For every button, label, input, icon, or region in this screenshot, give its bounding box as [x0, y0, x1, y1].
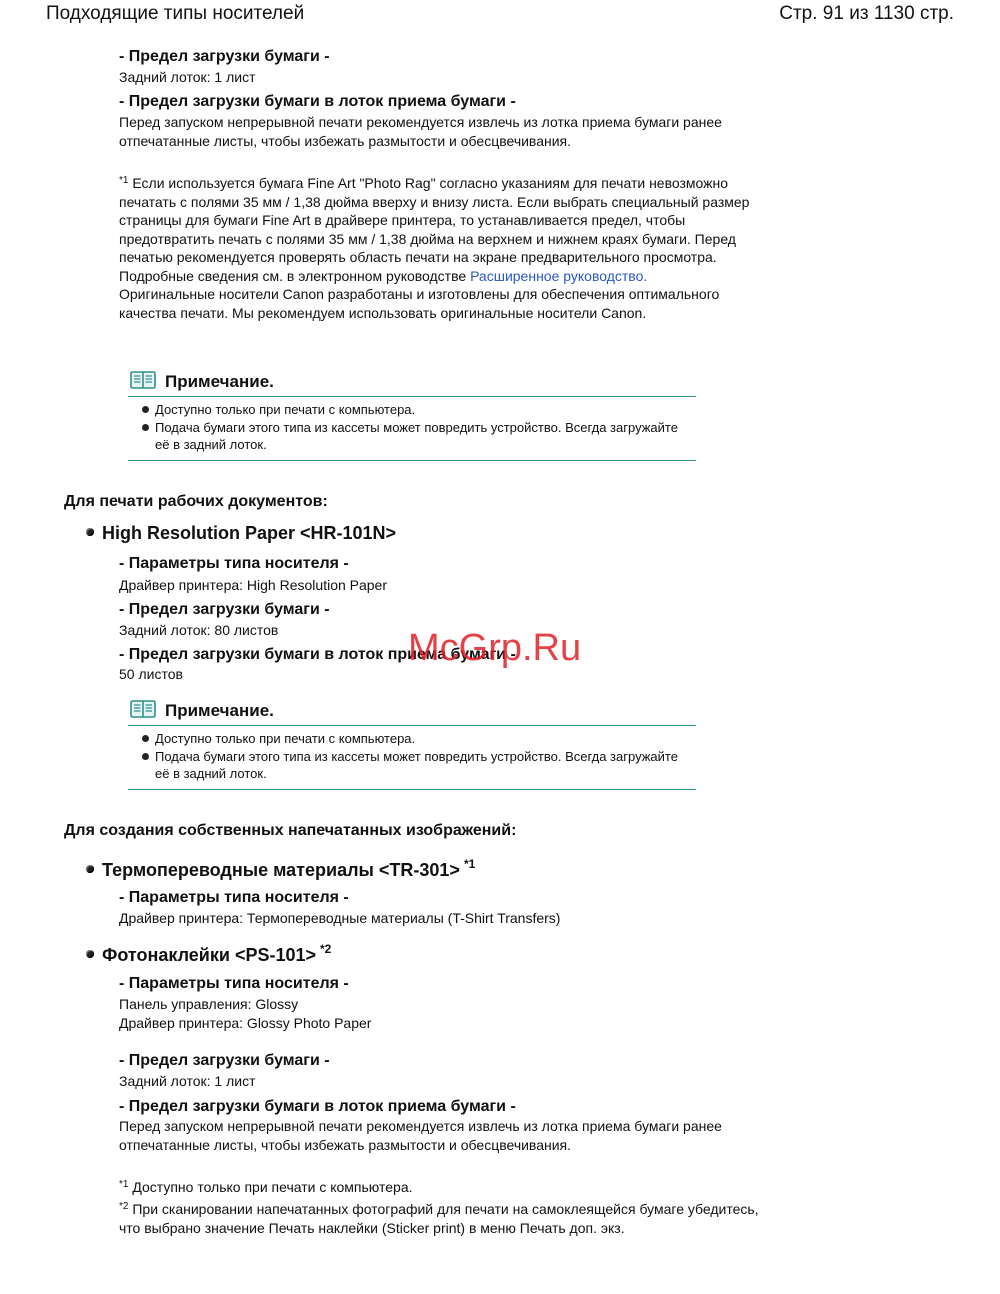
- manual-ref-suffix: .: [643, 267, 648, 284]
- footnote-1-paragraph: [119, 172, 759, 322]
- canon-media-text: Оригинальные носители Canon разработаны и изготовлены для обеспечения оптимального качества печати. Мы рекомендуем использовать оригинальные носители Canon.: [119, 286, 720, 321]
- params-value: Драйвер принтера: Термопереводные материалы (T-Shirt Transfers): [119, 910, 561, 926]
- watermark: McGrp.Ru: [408, 627, 582, 669]
- bullet-icon: [142, 753, 149, 760]
- bullet-icon: [86, 528, 94, 536]
- params-heading: - Параметры типа носителя -: [119, 889, 349, 906]
- footnote-1: $^{*1}$ Доступно только при печати с компьютера.: [119, 1179, 413, 1195]
- load-limit-heading: - Предел загрузки бумаги -: [119, 48, 330, 65]
- footnote-ref-2: *2: [320, 942, 332, 956]
- bullet-icon: [142, 735, 149, 742]
- page-counter: Стр. 91 из 1130 стр.: [779, 3, 954, 24]
- params-value: Драйвер принтера: High Resolution Paper: [119, 577, 388, 593]
- note-title: Примечание.: [165, 372, 274, 391]
- params-panel-value: Панель управления: Glossy: [119, 996, 299, 1012]
- section-heading-custom: Для создания собственных напечатанных изображений:: [64, 822, 517, 839]
- bullet-icon: [142, 424, 149, 431]
- media-item-hr101n: High Resolution Paper <HR-101N>: [86, 523, 396, 544]
- output-limit-heading: - Предел загрузки бумаги в лоток приема бумаги -: [119, 1098, 516, 1115]
- page-title: Подходящие типы носителей: [46, 3, 305, 24]
- note-box: [128, 372, 696, 461]
- params-heading: - Параметры типа носителя -: [119, 975, 349, 992]
- output-limit-heading: - Предел загрузки бумаги в лоток приема бумаги -: [119, 93, 516, 110]
- load-limit-value: Задний лоток: 1 лист: [119, 1073, 256, 1089]
- book-icon: [130, 370, 156, 390]
- bullet-icon: [86, 950, 94, 958]
- bullet-icon: [142, 406, 149, 413]
- advanced-guide-link[interactable]: Расширенное руководство: [470, 267, 644, 284]
- load-limit-value: Задний лоток: 1 лист: [119, 69, 256, 85]
- note-list: [128, 397, 696, 461]
- load-limit-heading: - Предел загрузки бумаги -: [119, 601, 330, 618]
- output-limit-value: 50 листов: [119, 666, 183, 682]
- list-item: Доступно только при печати с компьютера.: [128, 401, 696, 419]
- footnote-ref-1: *1: [463, 857, 476, 871]
- note-box: [128, 701, 696, 790]
- media-item-ps101: Фотонаклейки <PS-101> $^{*2}$: [86, 942, 331, 966]
- list-item: Подача бумаги этого типа из кассеты может повредить устройство. Всегда загружайте её в задний лоток.: [128, 419, 696, 454]
- note-list: [128, 726, 696, 790]
- section-heading-business: Для печати рабочих документов:: [64, 493, 328, 510]
- footnote-1-text: Если используется бумага Fine Art "Photo Rag" согласно указаниям для печати невозможно печатать с полями 35 мм / 1,38 дюйма вверху и внизу листа. Если выбрать специальный размер страницы для бумаги Fine Art в драйвере принтера, то устанавливается предел, чтобы предотвратить печать с полями 35 мм / 1,38 дюйма на верхнем и нижнем краях бумаги. Перед печатью рекомендуется проверять область печати на экране предварительного просмотра.: [119, 175, 750, 265]
- footnote-1-mark: *1: [119, 175, 129, 186]
- manual-ref-prefix: Подробные сведения см. в электронном руководстве: [119, 267, 471, 284]
- list-item: Доступно только при печати с компьютера.: [128, 730, 696, 748]
- media-item-tr301: Термопереводные материалы <TR-301> $^{*1}$: [86, 857, 475, 881]
- list-item: Подача бумаги этого типа из кассеты может повредить устройство. Всегда загружайте её в задний лоток.: [128, 748, 696, 783]
- output-limit-text: Перед запуском непрерывной печати рекомендуется извлечь из лотка приема бумаги ранее отпечатанные листы, чтобы избежать размытости и обесцвечивания.: [119, 1118, 722, 1153]
- bullet-icon: [86, 865, 94, 873]
- footnote-2: $^{*2}$ При сканировании напечатанных фотографий для печати на самоклеящейся бумаге убедитесь, что выбрано значение Печать наклейки (Sticker print) в меню Печать доп. экз.: [119, 1201, 759, 1236]
- note-header: [128, 372, 696, 397]
- note-title: Примечание.: [165, 701, 274, 720]
- load-limit-heading: - Предел загрузки бумаги -: [119, 1052, 330, 1069]
- params-driver-value: Драйвер принтера: Glossy Photo Paper: [119, 1015, 372, 1031]
- params-heading: - Параметры типа носителя -: [119, 555, 349, 572]
- note-header: [128, 701, 696, 726]
- book-icon: [130, 699, 156, 719]
- output-limit-text: Перед запуском непрерывной печати рекомендуется извлечь из лотка приема бумаги ранее отпечатанные листы, чтобы избежать размытости и обесцвечивания.: [119, 114, 722, 149]
- output-limit-heading: - Предел загрузки бумаги в лоток приема бумаги -: [119, 646, 516, 663]
- load-limit-value: Задний лоток: 80 листов: [119, 622, 279, 638]
